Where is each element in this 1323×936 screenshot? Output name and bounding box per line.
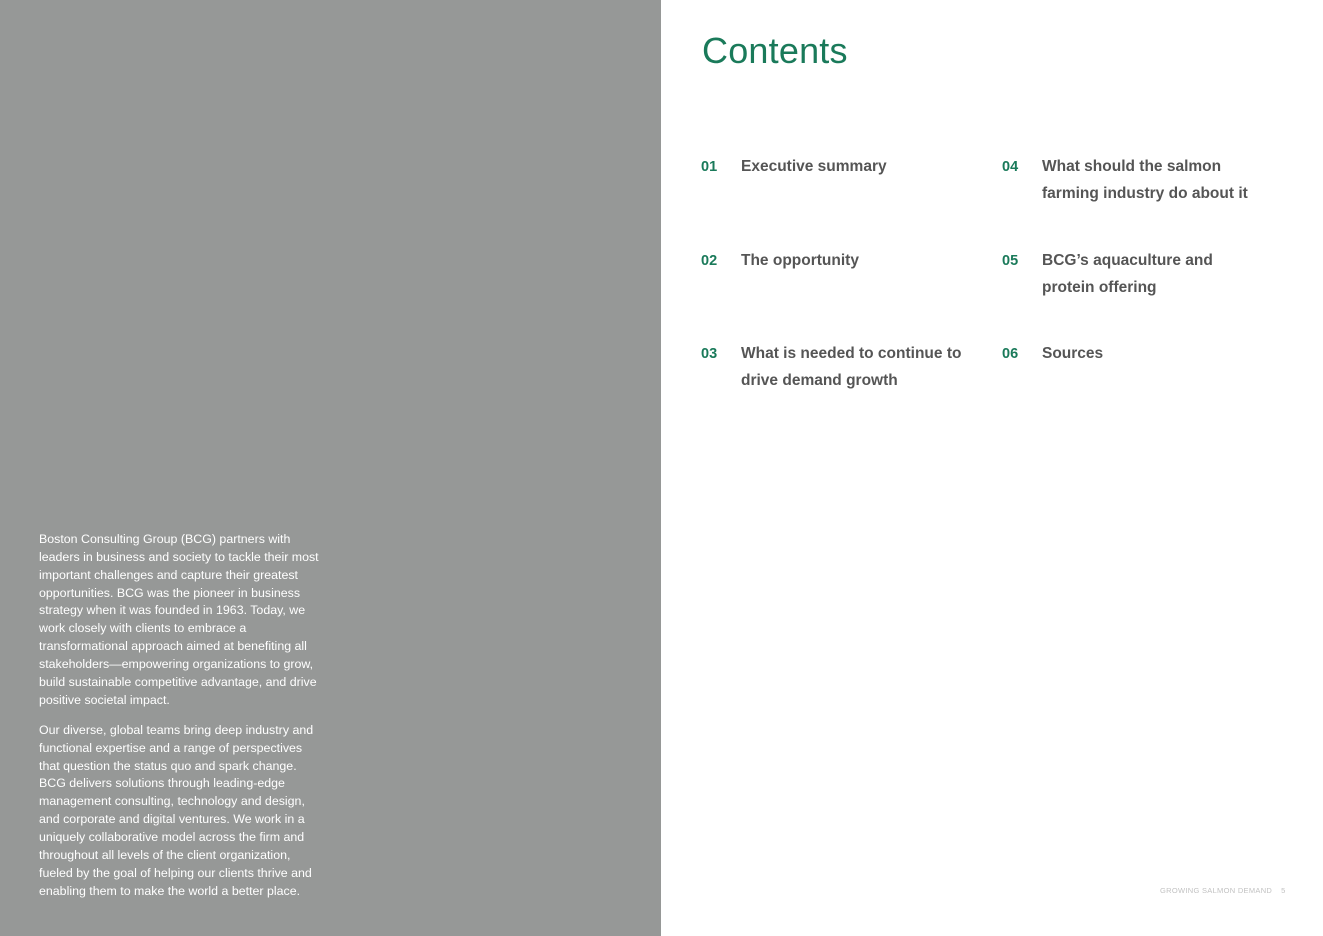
toc-number: 05 — [1002, 253, 1019, 269]
toc-label: BCG’s aquaculture and protein offering — [1042, 252, 1213, 296]
page-footer — [1160, 886, 1287, 895]
left-gray-panel — [0, 0, 661, 936]
toc-label: What should the salmon farming industry do about it — [1042, 158, 1248, 202]
toc-number: 03 — [701, 346, 718, 362]
toc-label: Sources — [1042, 345, 1104, 362]
toc-number: 02 — [701, 253, 718, 269]
page-title: Contents — [702, 30, 848, 71]
about-paragraph-1: Boston Consulting Group (BCG) partners with leaders in business and society to tackle their most important challenges and capture their greatest opportunities. BCG was the pioneer in business strategy when it was founded in 1963. Today, we work closely with clients to embrace a transformational approach aimed at benefiting all stakeholders—empowering organizations to grow, build sustainable competitive advantage, and drive positive societal impact. — [39, 532, 319, 707]
toc-label: Executive summary — [741, 158, 887, 175]
toc-number: 01 — [701, 159, 718, 175]
about-bcg-text — [39, 531, 324, 913]
toc-label: The opportunity — [741, 252, 859, 269]
toc-number: 04 — [1002, 159, 1019, 175]
page-number: 5 — [1281, 886, 1286, 895]
toc-number: 06 — [1002, 346, 1019, 362]
about-paragraph-2: Our diverse, global teams bring deep industry and functional expertise and a range of perspectives that question the status quo and spark change. BCG delivers solutions through leading-edge management consulting, technology and design, and corporate and digital ventures. We work in a uniquely collaborative model across the firm and throughout all levels of the client organization, fueled by the goal of helping our clients thrive and enabling them to make the world a better place. — [39, 722, 314, 898]
toc-label: What is needed to continue to drive demand growth — [741, 345, 962, 389]
running-title: GROWING SALMON DEMAND — [1160, 886, 1273, 895]
